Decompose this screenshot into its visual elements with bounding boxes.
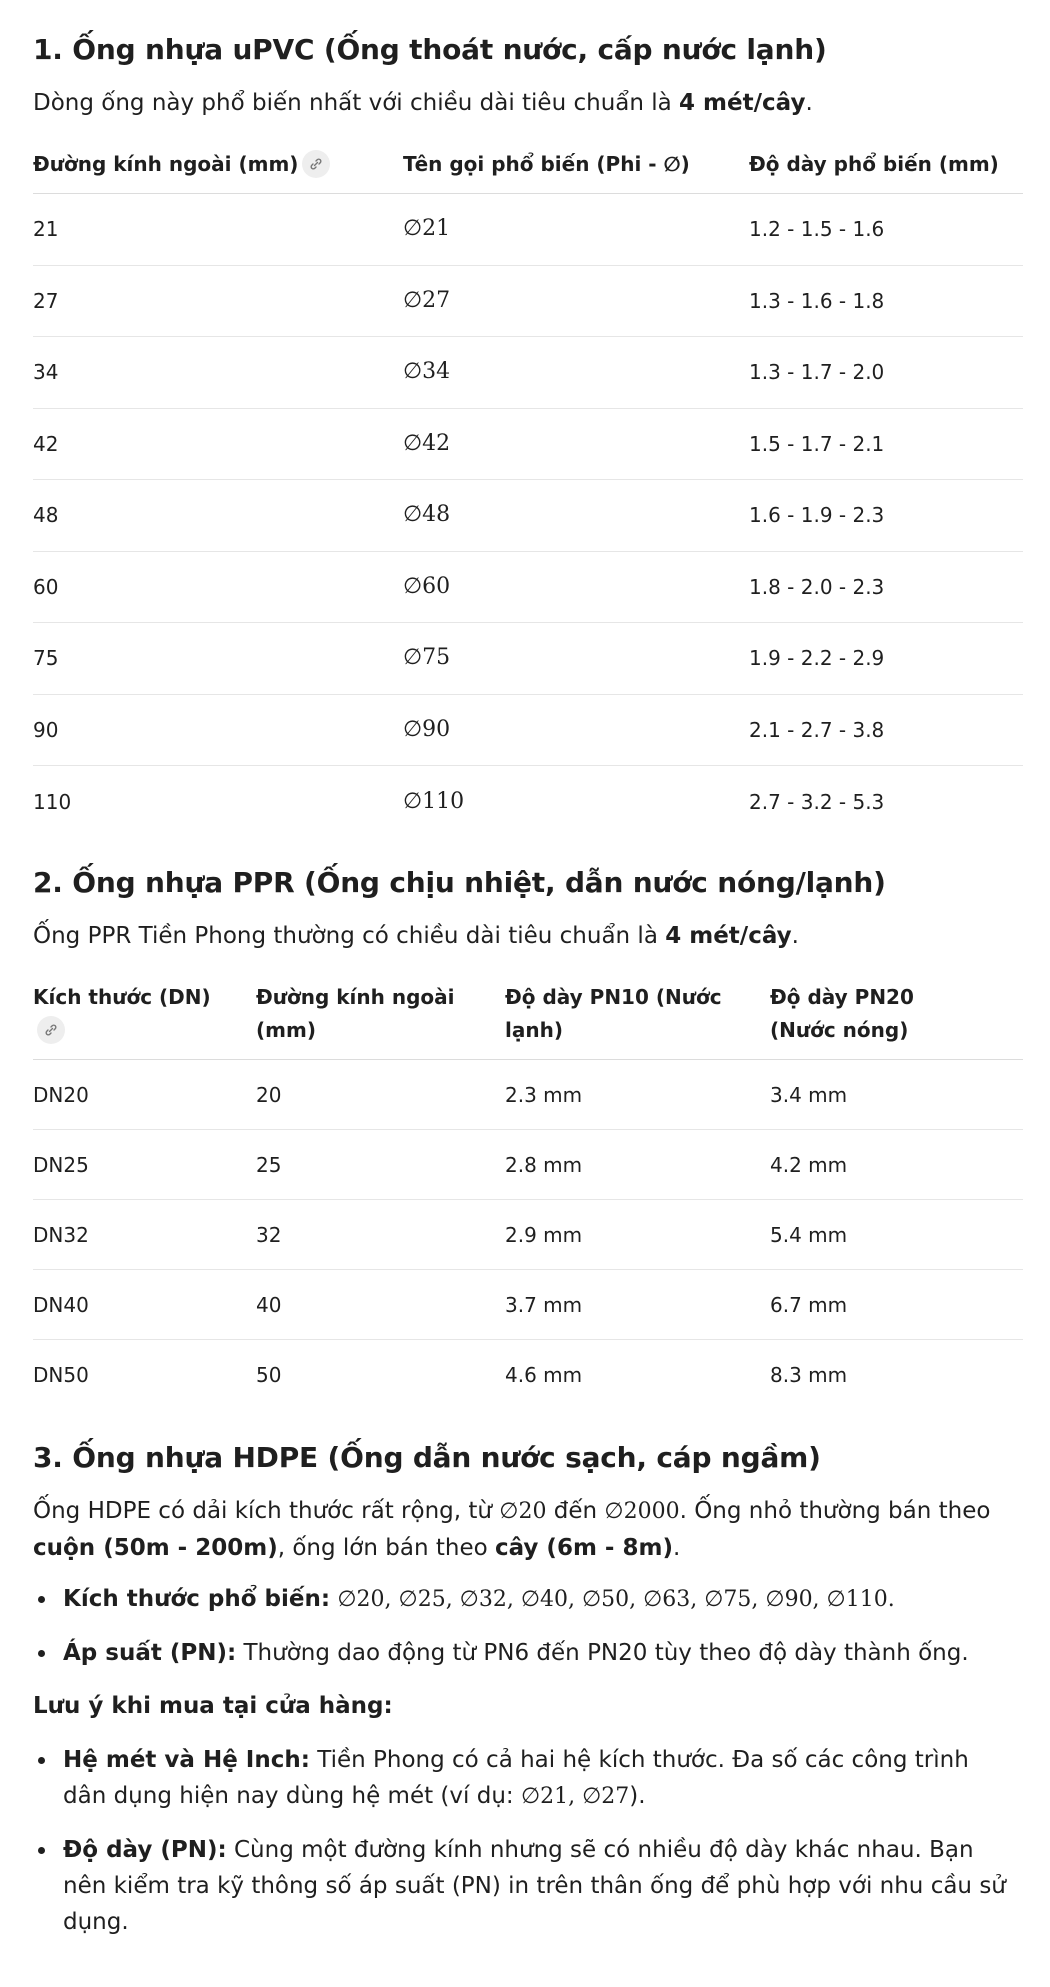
ppr-header-col: Độ dày PN10 (Nước lạnh) — [505, 971, 770, 1060]
ppr-table-row-cell: 40 — [256, 1270, 505, 1340]
upvc-table-row-cell: ∅27 — [403, 265, 749, 337]
ppr-table-row-cell: DN40 — [33, 1270, 256, 1340]
upvc-table-row-cell: ∅60 — [403, 551, 749, 623]
upvc-table-row — [33, 265, 1023, 337]
upvc-table-row-cell: ∅90 — [403, 694, 749, 766]
upvc-table — [33, 138, 1023, 837]
list-item — [33, 1742, 1017, 1815]
bullet-label: Áp suất (PN): — [63, 1639, 237, 1666]
bullet-value: ∅20, ∅25, ∅32, ∅40, ∅50, ∅63, ∅75, ∅90, ∅110. — [337, 1586, 895, 1612]
upvc-table-row — [33, 408, 1023, 480]
upvc-header-col — [33, 138, 403, 194]
upvc-table-row — [33, 551, 1023, 623]
list-item — [33, 1635, 1017, 1671]
upvc-table-row-cell: 90 — [33, 694, 403, 766]
section3-intro-bold2: cây (6m - 8m) — [494, 1534, 673, 1561]
ppr-table-row-cell: 50 — [256, 1362, 282, 1387]
ppr-header-col: Đường kính ngoài (mm) — [256, 971, 505, 1060]
upvc-table-row — [33, 623, 1023, 695]
section2-intro-bold: 4 mét/cây — [665, 923, 792, 949]
ppr-table-row-cell: DN20 — [33, 1060, 256, 1130]
link-button[interactable] — [37, 1016, 65, 1044]
section3-intro — [33, 1493, 1017, 1566]
upvc-table-row-cell: ∅48 — [403, 480, 749, 552]
list-item — [33, 1581, 1017, 1618]
ppr-table-row-cell: DN25 — [33, 1130, 256, 1200]
upvc-table-row-cell: 60 — [33, 551, 403, 623]
ppr-table-row — [33, 1270, 1023, 1340]
section2-title: 2. Ống nhựa PPR (Ống chịu nhiệt, dẫn nước nóng/lạnh) — [33, 866, 886, 899]
upvc-table-row — [33, 766, 1023, 838]
section1-intro-suffix: . — [805, 90, 813, 116]
section1-title: 1. Ống nhựa uPVC (Ống thoát nước, cấp nước lạnh) — [33, 33, 827, 66]
list-item — [33, 1832, 1017, 1940]
link-button[interactable] — [302, 150, 330, 178]
upvc-header-col: Độ dày phổ biến (mm) — [749, 138, 1023, 194]
upvc-table-row-cell: 21 — [33, 194, 403, 266]
upvc-table-row-cell: 1.3 - 1.6 - 1.8 — [749, 265, 1023, 337]
section3-intro-a: Ống HDPE có dải kích thước rất rộng, từ — [33, 1497, 500, 1524]
ppr-header-col — [33, 971, 256, 1060]
ppr-table-header — [33, 971, 1023, 1060]
ppr-table-row — [33, 1060, 1023, 1130]
notes-title: Lưu ý khi mua tại cửa hàng: — [33, 1692, 393, 1719]
upvc-header-col: Tên gọi phổ biến (Phi - ∅) — [403, 138, 749, 194]
link-icon — [44, 1023, 58, 1037]
ppr-table-row-cell: 2.3 mm — [505, 1060, 770, 1130]
section3-intro-phi-b: ∅2000 — [604, 1498, 680, 1524]
note-text: Cùng một đường kính nhưng sẽ có nhiều độ dày khác nhau. Bạn nên kiểm tra kỹ thông số áp suất (PN) in trên thân ống để phù hợp với nhu cầu sử dụng. — [63, 1836, 1006, 1935]
upvc-table-row — [33, 194, 1023, 266]
ppr-table-row — [33, 1340, 1023, 1410]
section1-intro-text: Dòng ống này phổ biến nhất với chiều dài tiêu chuẩn là — [33, 90, 680, 116]
upvc-table-row-cell: 1.2 - 1.5 - 1.6 — [749, 194, 1023, 266]
ppr-table-row-cell: 2.9 mm — [505, 1200, 770, 1270]
section2-intro-text: Ống PPR Tiền Phong thường có chiều dài tiêu chuẩn là — [33, 923, 666, 949]
ppr-header-label: Kích thước (DN) — [33, 985, 211, 1009]
section3-intro-c: . Ống nhỏ thường bán theo — [679, 1497, 991, 1524]
upvc-table-row-cell: 48 — [33, 480, 403, 552]
section1-intro — [33, 85, 1017, 121]
ppr-table — [33, 971, 1023, 1410]
ppr-table-row-cell: DN50 — [33, 1362, 89, 1387]
ppr-table-row-cell: 3.7 mm — [505, 1270, 770, 1340]
bullet-value: Thường dao động từ PN6 đến PN20 tùy theo độ dày thành ống. — [243, 1639, 969, 1666]
ppr-table-row-cell: 8.3 mm — [770, 1362, 848, 1387]
ppr-table-row-cell: 2.8 mm — [505, 1130, 770, 1200]
upvc-header-label: Đường kính ngoài (mm) — [33, 152, 299, 176]
upvc-table-row-cell: 75 — [33, 623, 403, 695]
ppr-table-row-cell: 25 — [256, 1130, 505, 1200]
upvc-table-row-cell: 42 — [33, 408, 403, 480]
upvc-table-row-cell: ∅21 — [403, 194, 749, 266]
ppr-table-row-cell: 6.7 mm — [770, 1270, 1023, 1340]
note-label: Độ dày (PN): — [63, 1836, 227, 1863]
note-label: Hệ mét và Hệ Inch: — [63, 1746, 310, 1773]
ppr-table-row-cell: 4.6 mm — [505, 1362, 583, 1387]
section2-intro-suffix: . — [791, 923, 799, 949]
ppr-table-row-cell: DN32 — [33, 1200, 256, 1270]
upvc-table-row-cell: 110 — [33, 789, 72, 814]
note-end: ). — [629, 1782, 646, 1809]
upvc-table-row-cell: 34 — [33, 337, 403, 409]
section3-intro-phi-a: ∅20 — [499, 1498, 547, 1524]
section3-intro-d: , ống lớn bán theo — [277, 1534, 495, 1561]
upvc-table-row-cell: ∅110 — [403, 788, 465, 814]
note-phi: ∅21, ∅27 — [520, 1783, 630, 1809]
upvc-table-row-cell: ∅34 — [403, 337, 749, 409]
upvc-table-row-cell: ∅75 — [403, 623, 749, 695]
section3-title: 3. Ống nhựa HDPE (Ống dẫn nước sạch, cáp ngầm) — [33, 1440, 821, 1474]
hdpe-bullets — [33, 1581, 1017, 1671]
upvc-table-header — [33, 138, 1023, 194]
ppr-table-row-cell: 32 — [256, 1200, 505, 1270]
bullet-label: Kích thước phổ biến: — [63, 1585, 331, 1612]
ppr-table-row-cell: 4.2 mm — [770, 1130, 1023, 1200]
notes-bullets — [33, 1742, 1017, 1940]
upvc-table-row-cell: 1.5 - 1.7 - 2.1 — [749, 408, 1023, 480]
upvc-table-row — [33, 694, 1023, 766]
upvc-table-row — [33, 480, 1023, 552]
section1-intro-bold: 4 mét/cây — [679, 90, 806, 116]
upvc-table-row — [33, 337, 1023, 409]
ppr-table-row-cell: 20 — [256, 1060, 505, 1130]
upvc-table-row-cell: 1.9 - 2.2 - 2.9 — [749, 623, 1023, 695]
upvc-table-row-cell: 1.6 - 1.9 - 2.3 — [749, 480, 1023, 552]
ppr-table-row — [33, 1130, 1023, 1200]
ppr-table-row — [33, 1200, 1023, 1270]
upvc-table-row-cell: 2.1 - 2.7 - 3.8 — [749, 694, 1023, 766]
upvc-table-row-cell: 27 — [33, 265, 403, 337]
ppr-table-row-cell: 5.4 mm — [770, 1200, 1023, 1270]
section3-intro-b: đến — [546, 1497, 605, 1524]
upvc-table-row-cell: 1.8 - 2.0 - 2.3 — [749, 551, 1023, 623]
upvc-table-row-cell: ∅42 — [403, 408, 749, 480]
section3-intro-bold1: cuộn (50m - 200m) — [33, 1534, 278, 1561]
link-icon — [309, 157, 323, 171]
upvc-table-row-cell: 1.3 - 1.7 - 2.0 — [749, 337, 1023, 409]
note-text: Tiền Phong có cả hai hệ kích thước. Đa số các công trình dân dụng hiện nay dùng hệ mét (ví dụ: — [63, 1746, 969, 1809]
ppr-header-col: Độ dày PN20 (Nước nóng) — [770, 971, 1023, 1060]
ppr-table-row-cell: 3.4 mm — [770, 1060, 1023, 1130]
section2-intro — [33, 918, 1017, 954]
upvc-table-row-cell: 2.7 - 3.2 - 5.3 — [749, 789, 885, 814]
section3-intro-e: . — [672, 1534, 681, 1561]
